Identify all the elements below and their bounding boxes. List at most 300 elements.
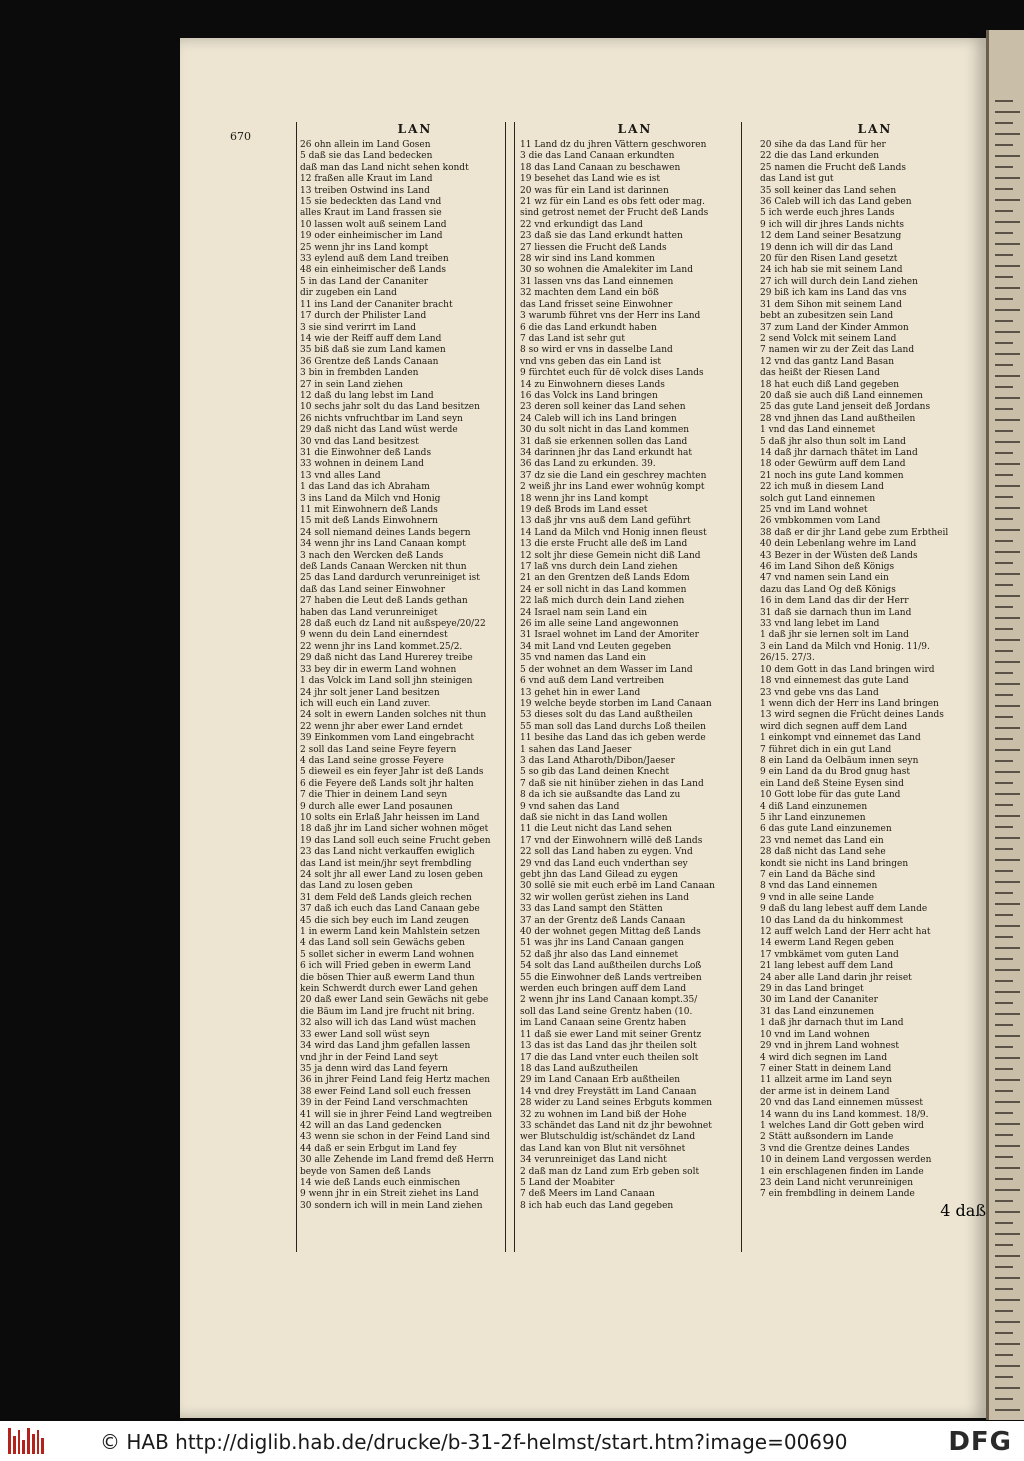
register-entry: 38 daß er dir jhr Land gebe zum Erbtheil [760, 527, 949, 538]
register-entry: 4 wird dich segnen im Land [760, 1052, 888, 1063]
register-entry: 1 daß jhr darnach thut im Land [760, 1018, 904, 1029]
facing-page-text-line [995, 177, 1020, 179]
facing-page-text-line [995, 749, 1020, 751]
facing-page-text-line [995, 1387, 1020, 1389]
register-entry: 12 dem Land seiner Besatzung [760, 231, 902, 242]
register-entry: 42 will an das Land gedencken [300, 1120, 442, 1131]
register-entry: 18 hat euch diß Land gegeben [760, 379, 900, 390]
register-entry: 3 die das Land Canaan erkundten [520, 151, 675, 162]
facing-page-text-line [995, 419, 1020, 421]
register-entry: 13 vnd alles Land [300, 470, 381, 481]
register-entry: 54 solt das Land außtheilen durchs Loß [520, 961, 702, 972]
register-entry: 22 die das Land erkunden [760, 151, 880, 162]
register-entry: 7 die Thier in deinem Land seyn [300, 790, 448, 801]
register-entry: 28 wider zu Land seines Erbguts kommen [520, 1098, 713, 1109]
register-entry: 12 vnd das gantz Land Basan [760, 356, 895, 367]
register-entry: 9 durch alle ewer Land posaunen [300, 801, 453, 812]
register-entry: 21 noch ins gute Land kommen [760, 470, 904, 481]
register-entry: 25 namen die Frucht deß Lands [760, 162, 906, 173]
facing-page-text-line [995, 1332, 1013, 1334]
register-entry: 28 vnd jhnen das Land außtheilen [760, 413, 916, 424]
facing-page-text-line [995, 1299, 1020, 1301]
register-entry: 9 ein Land da du Brod gnug hast [760, 767, 910, 778]
register-entry: 18 vnd einnemest das gute Land [760, 676, 909, 687]
register-entry: 10 in deinem Land vergossen werden [760, 1155, 932, 1166]
register-entry: 31 lassen vns das Land einnemen [520, 276, 674, 287]
register-entry: 29 vnd in jhrem Land wohnest [760, 1041, 899, 1052]
facing-page-text-line [995, 122, 1013, 124]
register-entry: 32 also will ich das Land wüst machen [300, 1018, 477, 1029]
register-entry: 30 so wohnen die Amalekiter im Land [520, 265, 693, 276]
register-entry: 23 vnd nemet das Land ein [760, 835, 884, 846]
register-entry: wer Blutschuldig ist/schändet dz Land [520, 1132, 696, 1143]
register-entry: kein Schwerdt durch ewer Land gehen [300, 984, 478, 995]
facing-page-text-line [995, 1079, 1020, 1081]
register-entry: 53 dieses solt du das Land außtheilen [520, 710, 693, 721]
register-entry: daß sie nicht in das Land wollen [520, 812, 668, 823]
register-entry: 25 vnd im Land wohnet [760, 505, 868, 515]
facing-page-text-line [995, 518, 1013, 520]
facing-page-text-line [995, 298, 1013, 300]
register-entry: 30 alle Zehende im Land fremd deß Herrn [300, 1155, 494, 1166]
facing-page-text-line [995, 848, 1013, 850]
register-entry: 21 an den Grentzen deß Lands Edom [520, 573, 690, 584]
register-entry: 11 ins Land der Cananiter bracht [300, 299, 453, 310]
register-entry: 3 ein Land da Milch vnd Honig. 11/9. [760, 641, 930, 652]
register-entry: 14 zu Einwohnern dieses Lands [520, 379, 665, 390]
register-entry: daß das Land seiner Einwohner [300, 584, 446, 595]
register-entry: 30 im Land der Cananiter [760, 995, 878, 1006]
register-entry: 18 das Land Canaan zu beschawen [520, 162, 681, 173]
register-entry: ich will euch ein Land zuver. [300, 698, 431, 709]
facing-page-text-line [995, 1057, 1020, 1059]
register-entry: 17 laß vns durch dein Land ziehen [520, 562, 678, 573]
register-entry: 48 ein einheimischer deß Lands [300, 265, 447, 276]
facing-page-text-line [995, 837, 1020, 839]
column-rule [741, 122, 742, 1252]
register-entry: 20 sihe da das Land für her [760, 140, 886, 150]
register-entry: 47 vnd namen sein Land ein [760, 573, 889, 584]
facing-page-text-line [995, 1255, 1020, 1257]
register-entry: 37 zum Land der Kinder Ammon [760, 322, 909, 333]
facing-page-text-line [995, 650, 1013, 652]
register-entry: 9 vnd sahen das Land [520, 801, 620, 812]
facing-page-text-line [995, 496, 1013, 498]
register-entry: 23 daß sie das Land erkundt hatten [520, 231, 683, 242]
facing-page-text-line [995, 529, 1020, 531]
facing-page-text-line [995, 782, 1013, 784]
register-entry: 3 warumb führet vns der Herr ins Land [520, 311, 701, 322]
register-entry: 32 machten dem Land ein böß [520, 288, 659, 299]
column-head: LAN [617, 122, 653, 136]
facing-page-text-line [995, 628, 1013, 630]
facing-page-text-line [995, 1101, 1020, 1103]
register-entry: 25 das gute Land jenseit deß Jordans [760, 402, 931, 413]
register-entry: 20 vnd das Land einnemen müssest [760, 1098, 923, 1109]
register-entry: 7 ein Land da Bäche sind [760, 870, 876, 880]
register-entry: 16 das Volck ins Land bringen [520, 390, 658, 401]
column-head: LAN [397, 122, 433, 136]
register-entry: 26/15. 27/3. [760, 653, 815, 664]
register-entry: 11 allzeit arme im Land seyn [760, 1075, 893, 1086]
register-entry: 32 wir wollen gerüst ziehen ins Land [520, 892, 689, 903]
register-entry: 3 ins Land da Milch vnd Honig [300, 493, 441, 504]
facing-page-text-line [995, 1288, 1013, 1290]
register-entry: 12 auff welch Land der Herr acht hat [760, 927, 931, 938]
register-entry: 13 das ist das Land das jhr theilen solt [520, 1041, 697, 1052]
register-entry: 24 Caleb will ich ins Land bringen [520, 413, 677, 424]
register-entry: ein Land deß Steine Eysen sind [760, 778, 904, 789]
register-entry: 38 ewer Feind Land soll euch fressen [300, 1086, 471, 1097]
facing-page-text-line [995, 760, 1013, 762]
register-entry: 27 liessen die Frucht deß Lands [520, 242, 667, 253]
register-entry: 40 dein Lebenlang wehre im Land [760, 539, 917, 550]
register-entry: 17 vnd der Einwohnern willē deß Lands [520, 835, 703, 846]
register-entry: 6 die das Land erkundt haben [520, 322, 657, 333]
register-entry: die bösen Thier auß ewerm Land thun [300, 972, 475, 983]
register-entry: 40 der wohnet gegen Mittag deß Lands [520, 927, 701, 938]
facing-page-text-line [995, 1002, 1013, 1004]
facing-page-text-line [995, 342, 1013, 344]
facing-page-text-line [995, 969, 1020, 971]
facing-page-text-line [995, 221, 1020, 223]
register-entry: 6 ich will Fried geben in ewerm Land [300, 961, 472, 972]
register-entry: 1 das Land das ich Abraham [300, 482, 430, 493]
register-entry: 33 vnd lang lebet im Land [760, 619, 880, 630]
facing-page-text-line [995, 1211, 1020, 1213]
register-entry: 3 vnd die Grentze deines Landes [760, 1143, 910, 1154]
facing-page-text-line [995, 452, 1013, 454]
facing-page-text-line [995, 485, 1020, 487]
register-entry: 2 daß man dz Land zum Erb geben solt [520, 1166, 700, 1177]
register-entry: 20 daß ewer Land sein Gewächs nit gebe [300, 995, 489, 1006]
register-entry: 25 wenn jhr ins Land kompt [300, 242, 429, 253]
register-entry: 19 deß Brods im Land esset [520, 505, 648, 515]
register-entry: 10 vnd im Land wohnen [760, 1029, 870, 1040]
register-entry: 43 wenn sie schon in der Feind Land sind [300, 1132, 490, 1143]
facing-page-text-line [995, 1244, 1013, 1246]
facing-page-text-line [995, 1035, 1020, 1037]
facing-page-text-line [995, 1354, 1013, 1356]
register-entry: 22 wenn jhr ins Land kommet.25/2. [300, 641, 463, 652]
entry-list [300, 140, 530, 1212]
facing-page-text-line [995, 188, 1013, 190]
register-entry: 1 das Volck im Land soll jhn steinigen [300, 676, 473, 687]
register-entry: 11 mit Einwohnern deß Lands [300, 505, 438, 515]
register-entry: die Bäum im Land jre frucht nit bring. [300, 1006, 475, 1017]
register-entry: 9 vnd in alle seine Lande [760, 892, 874, 903]
register-entry: 36 das Land zu erkunden. 39. [520, 459, 656, 470]
facing-page-text-line [995, 1024, 1013, 1026]
register-entry: 37 daß ich euch das Land Canaan gebe [300, 904, 480, 915]
register-entry: 22 wenn jhr aber ewer Land erndet [300, 721, 463, 732]
column-head: LAN [857, 122, 893, 136]
register-entry: 12 fraßen alle Kraut im Land [300, 174, 433, 185]
register-entry: 34 wird das Land jhm gefallen lassen [300, 1041, 471, 1052]
register-entry: 2 wenn jhr ins Land Canaan kompt.35/ [520, 995, 698, 1006]
register-entry: 12 daß du lang lebst im Land [300, 390, 434, 401]
facing-page-text-line [995, 287, 1020, 289]
register-entry: 10 Gott lobe für das gute Land [760, 790, 901, 801]
facing-page-text-line [995, 210, 1013, 212]
facing-page-text-line [995, 606, 1013, 608]
facing-page-text-line [995, 1156, 1013, 1158]
register-column-1 [300, 122, 530, 1252]
facing-page-text-line [995, 1112, 1013, 1114]
register-entry: 34 darinnen jhr das Land erkundt hat [520, 447, 693, 458]
facing-page-text-line [995, 1233, 1020, 1235]
column-rule [505, 122, 506, 1252]
facing-page-text-line [995, 892, 1013, 894]
register-entry: gebt jhn das Land Gilead zu eygen [520, 870, 678, 880]
register-entry: 37 dz sie die Land ein geschrey machten [520, 470, 707, 481]
facing-page-text-line [995, 1167, 1020, 1169]
register-entry: 6 das gute Land einzunemen [760, 824, 892, 835]
register-entry: das Land kan von Blut nit versöhnet [520, 1143, 686, 1154]
register-entry: 45 die sich bey euch im Land zeugen [300, 915, 469, 926]
register-entry: soll das Land seine Grentz haben (10. [520, 1006, 693, 1017]
register-entry: 39 in der Feind Land verschmachten [300, 1098, 468, 1109]
register-entry: 10 sechs jahr solt du das Land besitzen [300, 402, 480, 413]
register-entry: 20 daß sie auch diß Land einnemen [760, 390, 923, 401]
facing-page-text-line [995, 353, 1020, 355]
facing-page-text-line [995, 859, 1020, 861]
register-entry: 46 im Land Sihon deß Königs [760, 562, 895, 573]
facing-page-text-line [995, 683, 1020, 685]
register-entry: sind getrost nemet der Frucht deß Lands [520, 208, 709, 219]
facing-page-text-line [995, 111, 1020, 113]
register-entry: 13 wird segnen die Frücht deines Lands [760, 710, 944, 721]
register-entry: 55 die Einwohner deß Lands vertreiben [520, 972, 702, 983]
column-rule [514, 122, 515, 1252]
register-entry: 18 oder Gewürm auff dem Land [760, 459, 906, 470]
register-entry: 1 vnd das Land einnemet [760, 425, 876, 436]
register-entry: 10 dem Gott in das Land bringen wird [760, 664, 935, 675]
register-entry: 14 daß jhr darnach thätet im Land [760, 447, 918, 458]
facing-page-text-line [995, 738, 1013, 740]
facing-page-text-line [995, 265, 1020, 267]
facing-page-text-line [995, 254, 1013, 256]
register-entry: 6 die Feyere deß Lands solt jhr halten [300, 778, 474, 789]
register-entry: 19 oder einheimischer im Land [300, 231, 443, 242]
facing-page-text-line [995, 1321, 1020, 1323]
register-entry: 13 gehet hin in ewer Land [520, 687, 641, 698]
facing-page-text-line [995, 1123, 1020, 1125]
register-entry: 34 verunreiniget das Land nicht [520, 1155, 667, 1166]
facing-page-text-line [995, 1409, 1020, 1411]
facing-page-text-line [995, 1277, 1020, 1279]
register-entry: 20 für den Risen Land gesetzt [760, 254, 898, 265]
facing-page-text-line [995, 463, 1020, 465]
facing-page-text-line [995, 595, 1020, 597]
facing-page-text-line [995, 727, 1020, 729]
register-entry: 8 vnd das Land einnemen [760, 881, 878, 892]
facing-page-text-line [995, 144, 1013, 146]
register-entry: 30 sondern ich will in mein Land ziehen [300, 1200, 483, 1211]
facing-page-text-line [995, 551, 1020, 553]
register-entry: 21 wz für ein Land es obs fett oder mag. [520, 197, 705, 208]
register-entry: 5 ihr Land einzunemen [760, 812, 866, 823]
register-entry: 35 vnd namen das Land ein [520, 653, 646, 664]
register-entry: 55 man soll das Land durchs Loß theilen [520, 721, 706, 732]
register-entry: 22 ich muß in diesem Land [760, 482, 884, 493]
register-entry: alles Kraut im Land frassen sie [300, 208, 442, 219]
register-entry: 3 das Land Atharoth/Dibon/Jaeser [520, 755, 675, 766]
register-entry: 5 Land der Moabiter [520, 1177, 615, 1188]
facing-page-text-line [995, 771, 1020, 773]
register-entry: 33 eylend auß dem Land treiben [300, 254, 449, 265]
facing-page-text-line [995, 474, 1013, 476]
facing-page-text-line [995, 232, 1013, 234]
register-entry: 34 mit Land vnd Leuten gegeben [520, 641, 672, 652]
register-entry: 31 dem Feld deß Lands gleich rechen [300, 892, 472, 903]
register-entry: vnd jhr in der Feind Land seyt [300, 1052, 438, 1063]
register-entry: 8 ein Land da Oelbäum innen seyn [760, 755, 919, 766]
register-entry: im Land Canaan seine Grentz haben [520, 1018, 687, 1029]
register-entry: 10 solts ein Erlaß Jahr heissen im Land [300, 812, 480, 823]
register-entry: 11 besihe das Land das ich geben werde [520, 733, 706, 744]
facing-page-text-line [995, 1343, 1020, 1345]
register-entry: 23 dein Land nicht verunreinigen [760, 1177, 914, 1188]
facing-page-text-line [995, 540, 1013, 542]
facing-page-text-line [995, 1134, 1013, 1136]
facing-page-text-line [995, 364, 1013, 366]
register-entry: 43 Bezer in der Wüsten deß Lands [760, 550, 918, 561]
register-entry: 36 Grentze deß Lands Canaan [300, 356, 439, 367]
facing-page-text-line [995, 331, 1020, 333]
register-entry: 26 nichts vnfruchtbar im Land seyn [300, 413, 463, 424]
register-entry: dazu das Land Og deß Königs [760, 584, 896, 595]
register-entry: 9 fürchtet euch für dē volck dises Lands [520, 368, 704, 379]
register-entry: 44 daß er sein Erbgut im Land fey [300, 1143, 457, 1154]
register-entry: 22 soll das Land haben zu eygen. Vnd [520, 847, 693, 858]
register-entry: das heißt der Riesen Land [760, 368, 880, 379]
register-entry: 24 jhr solt jener Land besitzen [300, 687, 440, 698]
register-entry: 5 der wohnet an dem Wasser im Land [520, 664, 693, 675]
register-entry: 5 sollet sicher in ewerm Land wohnen [300, 949, 475, 960]
register-entry: 29 vnd das Land euch vnderthan sey [520, 858, 688, 869]
register-entry: 9 ich will dir jhres Lands nichts [760, 219, 904, 230]
register-entry: 7 ein frembdling in deinem Lande [760, 1189, 915, 1200]
facing-page-text-line [995, 617, 1020, 619]
register-entry: 5 in das Land der Cananiter [300, 276, 429, 287]
register-entry: 18 wenn jhr ins Land kompt [520, 493, 649, 504]
register-column-2 [520, 122, 750, 1252]
register-entry: 1 in ewerm Land kein Mahlstein setzen [300, 927, 481, 938]
facing-page-text-line [995, 562, 1013, 564]
copyright-url[interactable]: © HAB http://diglib.hab.de/drucke/b-31-2f-helmst/start.htm?image=00690 [100, 1430, 848, 1454]
register-entry: 14 wie deß Lands euch einmischen [300, 1177, 461, 1188]
facing-page-text-line [995, 1090, 1013, 1092]
footer-bar [0, 1421, 1024, 1461]
facing-page-text-line [995, 793, 1020, 795]
register-entry: 30 vnd das Land besitzest [300, 436, 419, 447]
register-entry: 24 solt jhr all ewer Land zu losen geben [300, 870, 483, 880]
facing-page-text-line [995, 991, 1020, 993]
register-entry: kondt sie nicht ins Land bringen [760, 858, 909, 869]
register-entry: 15 sie bedeckten das Land vnd [300, 197, 442, 208]
register-entry: 13 treiben Ostwind ins Land [300, 185, 430, 196]
register-entry: 19 das Land soll euch seine Frucht geben [300, 835, 491, 846]
register-entry: 2 weiß jhr ins Land ewer wohnūg kompt [520, 482, 705, 493]
register-entry: 2 send Volck mit seinem Land [760, 333, 897, 344]
facing-page-text-line [995, 870, 1013, 872]
register-entry: 19 welche beyde storben im Land Canaan [520, 698, 712, 709]
register-entry: 3 bin in frembden Landen [300, 368, 419, 379]
register-entry: 19 besehet das Land wie es ist [520, 174, 661, 185]
register-entry: bebt an zubesitzen sein Land [760, 311, 894, 322]
register-entry: solch gut Land einnemen [760, 493, 876, 504]
facing-page-text-line [995, 980, 1013, 982]
register-entry: dir zugeben ein Land [300, 288, 397, 299]
register-entry: 22 vnd erkundigt das Land [520, 219, 643, 230]
facing-page-text-line [995, 408, 1013, 410]
register-entry: 9 daß du lang lebest auff dem Lande [760, 904, 928, 915]
register-entry: 33 wohnen in deinem Land [300, 459, 424, 470]
facing-page-text-line [995, 166, 1013, 168]
register-entry: 8 so wird er vns in dasselbe Land [520, 345, 673, 356]
register-entry: 7 das Land ist sehr gut [520, 333, 626, 344]
register-entry: 1 ein erschlagenen finden im Lande [760, 1166, 924, 1177]
register-entry: 25 das Land dardurch verunreiniget ist [300, 573, 480, 584]
register-entry: 14 wann du ins Land kommest. 18/9. [760, 1109, 929, 1120]
facing-page-text-line [995, 958, 1013, 960]
register-entry: 27 ich will durch dein Land ziehen [760, 276, 918, 287]
register-entry: 14 vnd drey Freystätt im Land Canaan [520, 1086, 697, 1097]
facing-page-text-line [995, 716, 1013, 718]
register-entry: 22 laß mich durch dein Land ziehen [520, 596, 685, 607]
register-entry: 10 lassen wolt auß seinem Land [300, 219, 447, 230]
facing-page-text-line [995, 705, 1020, 707]
register-entry: 24 aber alle Land darin jhr reiset [760, 972, 912, 983]
register-entry: 36 Caleb will ich das Land geben [760, 197, 912, 208]
facing-page-edge [986, 30, 1024, 1420]
register-column-3 [760, 122, 990, 1252]
register-entry: vnd vns geben das ein Land ist [520, 356, 662, 367]
register-entry: 6 vnd auß dem Land vertreiben [520, 676, 665, 687]
register-entry: 24 ich hab sie mit seinem Land [760, 265, 903, 276]
register-entry: das Land ist mein/jhr seyt frembdling [300, 858, 472, 869]
register-entry: 31 Israel wohnet im Land der Amoriter [520, 630, 699, 641]
register-entry: 24 soll niemand deines Lands begern [300, 527, 471, 538]
register-entry: 1 einkompt vnd einnemet das Land [760, 733, 921, 744]
register-entry: 1 sahen das Land Jaeser [520, 744, 632, 755]
column-rule [296, 122, 297, 1252]
facing-page-text-line [995, 1178, 1013, 1180]
register-entry: werden euch bringen auff dem Land [520, 984, 687, 995]
facing-page-text-line [995, 1189, 1020, 1191]
facing-page-text-line [995, 309, 1020, 311]
register-entry: 13 die erste Frucht alle deß im Land [520, 539, 688, 550]
register-entry: 28 daß euch dz Land nit außspeye/20/22 [300, 619, 486, 630]
facing-page-text-line [995, 320, 1013, 322]
facing-page-text-line [995, 573, 1020, 575]
register-entry: 12 solt jhr diese Gemein nicht diß Land [520, 550, 701, 561]
register-entry: 9 wenn du dein Land einerndest [300, 630, 448, 641]
facing-page-text-line [995, 375, 1020, 377]
facing-page-text-line [995, 639, 1020, 641]
facing-page-text-line [995, 243, 1020, 245]
register-entry: 5 dieweil es ein feyer Jahr ist deß Lands [300, 767, 484, 778]
facing-page-text-line [995, 133, 1020, 135]
register-entry: 29 biß ich kam ins Land das vns [760, 288, 907, 299]
register-entry: 7 namen wir zu der Zeit das Land [760, 345, 915, 356]
register-entry: 51 was jhr ins Land Canaan gangen [520, 938, 684, 949]
register-entry: 33 ewer Land soll wüst seyn [300, 1029, 430, 1040]
facing-page-text-line [995, 1365, 1020, 1367]
register-entry: 23 das Land nicht verkauffen ewiglich [300, 847, 475, 858]
facing-page-text-line [995, 507, 1020, 509]
